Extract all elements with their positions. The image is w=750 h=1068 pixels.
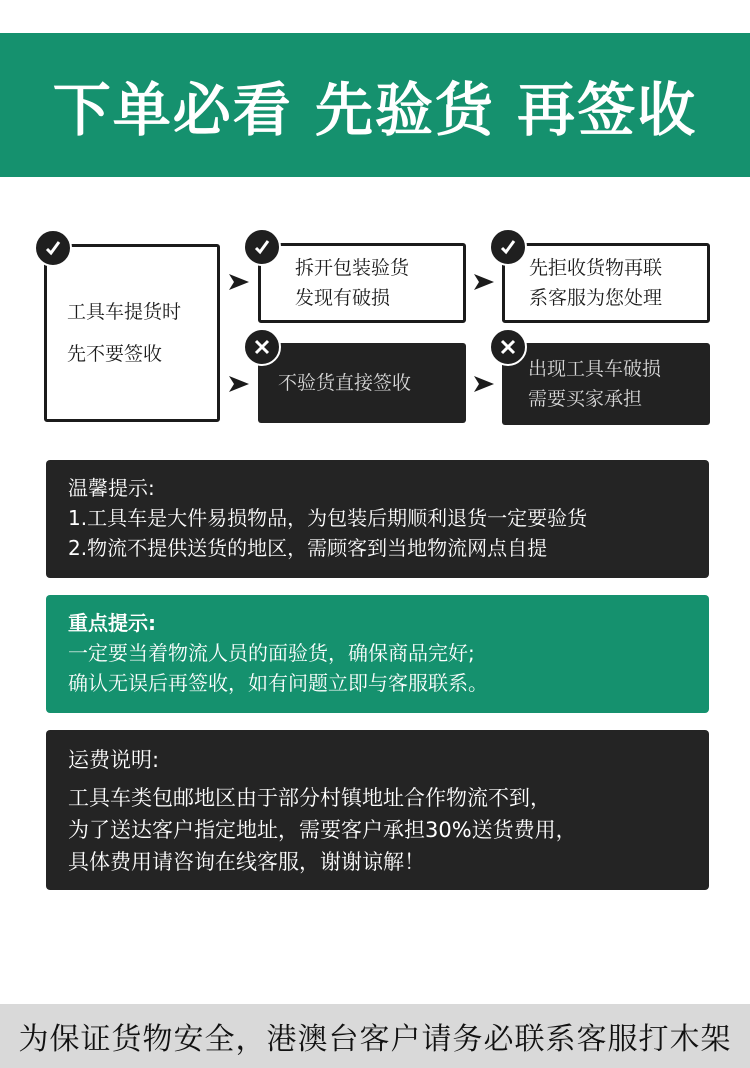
shipping-line-2: 为了送达客户指定地址，需要客户承担30%送货费用， xyxy=(68,818,577,842)
key-panel xyxy=(46,595,709,713)
tips-title: 温馨提示: xyxy=(68,476,155,500)
check-icon xyxy=(489,228,527,266)
shipping-line-1: 工具车类包邮地区由于部分村镇地址合作物流不到， xyxy=(68,786,551,810)
cross-icon xyxy=(489,328,527,366)
arrow-right-icon xyxy=(229,274,249,290)
no-step-2-line-1: 出现工具车破损 xyxy=(528,358,662,380)
arrow-right-icon xyxy=(474,274,494,290)
tips-panel xyxy=(46,460,709,578)
yes-step-2-box xyxy=(502,243,710,323)
yes-step-1-line-2: 发现有破损 xyxy=(295,287,391,309)
arrow-right-icon xyxy=(474,376,494,392)
start-line-2: 先不要签收 xyxy=(67,343,163,365)
tips-line-1: 1.工具车是大件易损物品，为包装后期顺利退货一定要验货 xyxy=(68,506,588,530)
key-line-2: 确认无误后再签收，如有问题立即与客服联系。 xyxy=(68,671,488,695)
key-line-1: 一定要当着物流人员的面验货，确保商品完好; xyxy=(68,641,475,665)
check-icon xyxy=(243,228,281,266)
yes-step-1-line-1: 拆开包装验货 xyxy=(295,257,410,279)
start-box xyxy=(44,244,220,422)
no-step-2-box xyxy=(502,343,710,425)
footer-bar xyxy=(0,1004,750,1068)
no-step-1-line-1: 不验货直接签收 xyxy=(278,372,412,394)
shipping-title: 运费说明: xyxy=(68,748,160,772)
no-step-2-line-2: 需要买家承担 xyxy=(528,388,643,410)
no-step-1-box xyxy=(258,343,466,423)
yes-step-2-line-1: 先拒收货物再联 xyxy=(529,257,663,279)
yes-step-2-line-2: 系客服为您处理 xyxy=(529,287,663,309)
check-icon xyxy=(34,229,72,267)
tips-line-2: 2.物流不提供送货的地区，需顾客到当地物流网点自提 xyxy=(68,536,548,560)
footer-text: 为保证货物安全，港澳台客户请务必联系客服打木架 xyxy=(18,1022,732,1057)
key-title: 重点提示: xyxy=(68,611,156,635)
shipping-panel xyxy=(46,730,709,890)
page-title: 下单必看 先验货 再签收 xyxy=(52,76,698,144)
cross-icon xyxy=(243,328,281,366)
yes-step-1-box xyxy=(258,243,466,323)
start-line-1: 工具车提货时 xyxy=(67,301,182,323)
header-banner xyxy=(0,33,750,177)
arrow-right-icon xyxy=(229,376,249,392)
shipping-line-3: 具体费用请咨询在线客服，谢谢谅解！ xyxy=(68,850,425,874)
